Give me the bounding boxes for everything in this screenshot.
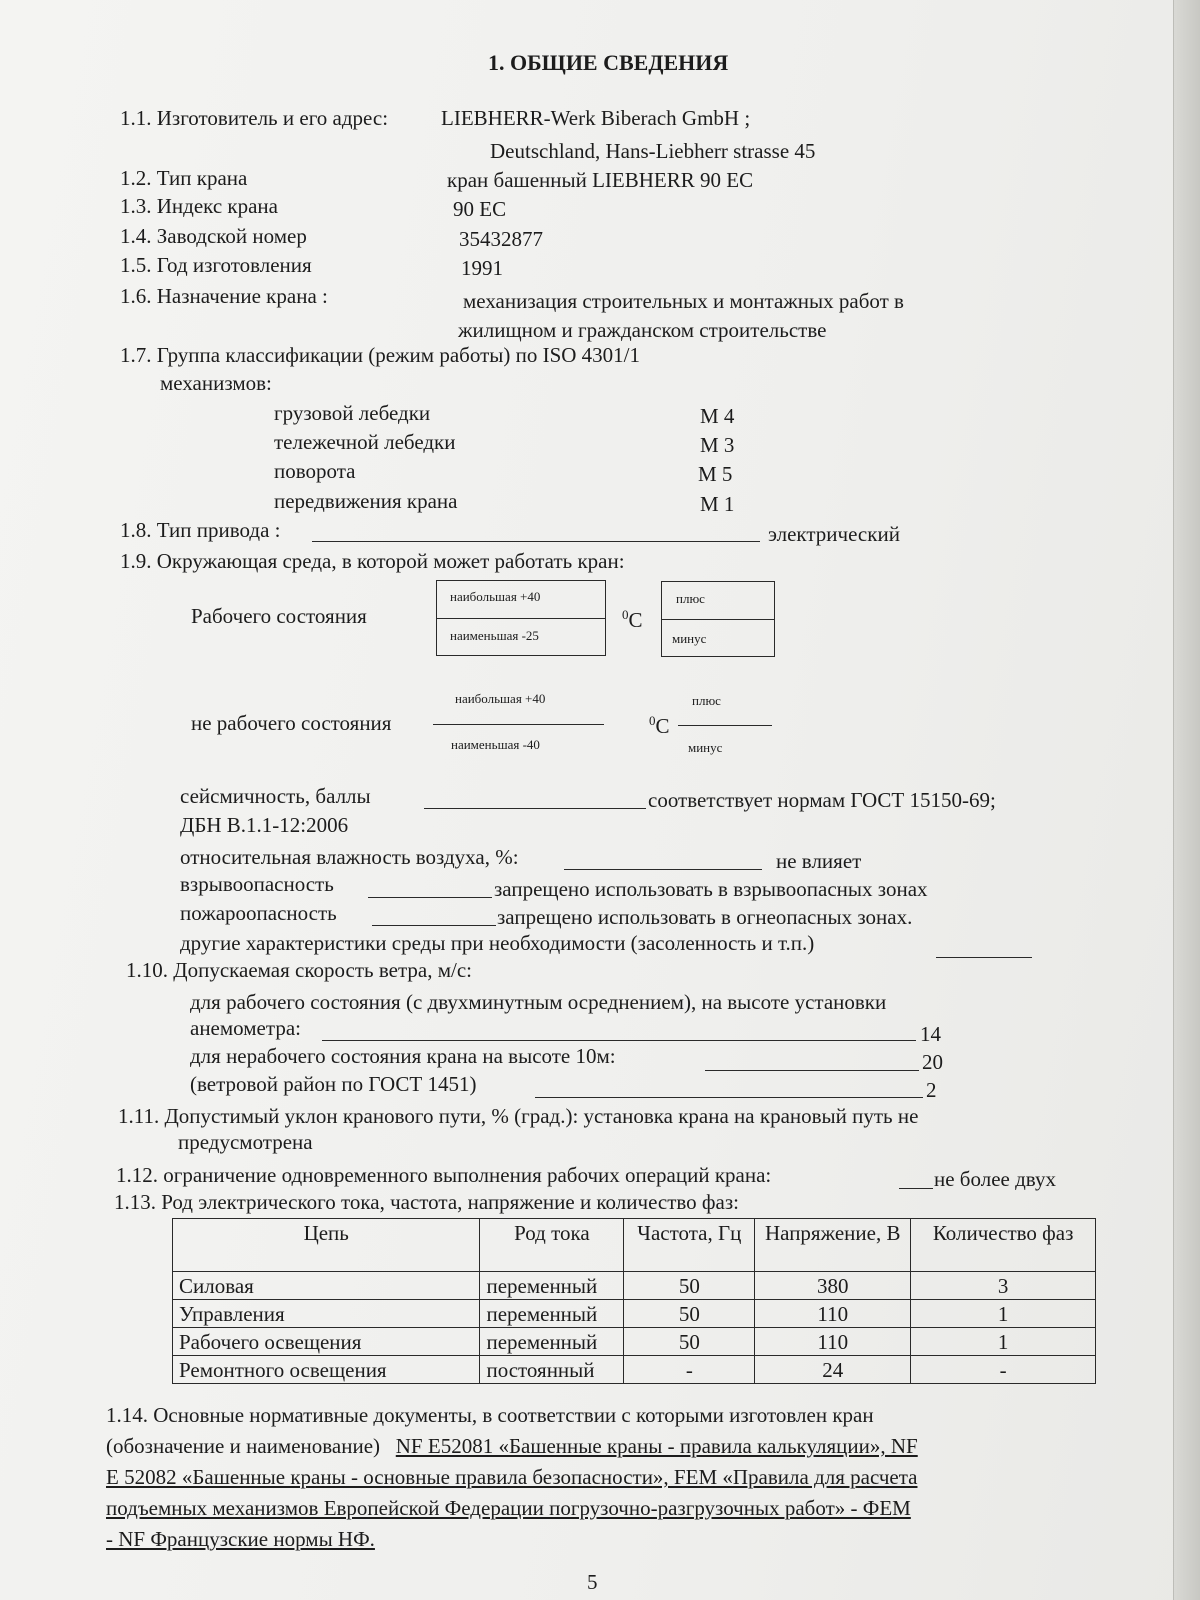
s1-2-label: 1.2. Тип крана xyxy=(120,166,248,190)
working-minus: минус xyxy=(672,631,707,646)
working-max-temp: наибольшая +40 xyxy=(450,589,541,604)
wind-work-line2: анемометра: xyxy=(190,1016,301,1040)
explosion-value: запрещено использовать в взрывоопасных зонах xyxy=(494,877,928,901)
table-cell: 110 xyxy=(755,1328,911,1356)
nonworking-minus: минус xyxy=(688,740,723,755)
s1-6-value2: жилищном и гражданском строительстве xyxy=(458,318,827,342)
table-cell: переменный xyxy=(480,1272,624,1300)
wind-work-line1: для рабочего состояния (с двухминутным осреднением), на высоте установки xyxy=(190,990,887,1014)
wind-region-value: 2 xyxy=(926,1078,937,1102)
s1-9-label: 1.9. Окружающая среда, в которой может работать кран: xyxy=(120,549,625,573)
table-cell: 1 xyxy=(911,1328,1096,1356)
s1-11-line2: предусмотрена xyxy=(178,1130,313,1154)
s1-7-sub: механизмов: xyxy=(160,371,272,395)
s1-13-label: 1.13. Род электрического тока, частота, напряжение и количество фаз: xyxy=(114,1190,739,1214)
nonworking-state-label: не рабочего состояния xyxy=(191,711,392,735)
wind-nonwork-label: для нерабочего состояния крана на высоте 10м: xyxy=(190,1044,616,1068)
working-min-temp: наименьшая -25 xyxy=(450,628,539,643)
fill-line xyxy=(535,1097,923,1098)
table-header-row xyxy=(173,1219,1096,1272)
s1-8-value: электрический xyxy=(768,522,900,546)
table-header: Цепь xyxy=(173,1219,480,1272)
seismic-label: сейсмичность, баллы xyxy=(180,784,371,808)
fill-line xyxy=(368,897,492,898)
nonworking-temp-line xyxy=(433,724,604,725)
table-cell: постоянный xyxy=(480,1356,624,1384)
page-number: 5 xyxy=(587,1570,598,1594)
s1-2-value: кран башенный LIEBHERR 90 EC xyxy=(447,168,754,192)
fire-label: пожароопасность xyxy=(180,901,337,925)
s1-12-label: 1.12. ограничение одновременного выполнения рабочих операций крана: xyxy=(116,1163,772,1187)
page-edge xyxy=(1173,0,1200,1600)
other-label: другие характеристики среды при необходимости (засоленность и т.п.) xyxy=(180,931,815,955)
wind-work-value: 14 xyxy=(920,1022,941,1046)
mechanism-group: М 3 xyxy=(700,433,735,457)
table-header: Частота, Гц xyxy=(624,1219,755,1272)
nonworking-sign-line xyxy=(678,725,772,726)
table-row xyxy=(173,1300,1096,1328)
s1-6-value1: механизация строительных и монтажных работ в xyxy=(463,289,904,313)
mechanism-name: тележечной лебедки xyxy=(274,430,456,454)
s1-6-label: 1.6. Назначение крана : xyxy=(120,284,328,308)
s1-14-line1: 1.14. Основные нормативные документы, в соответствии с которыми изготовлен кран xyxy=(106,1403,874,1427)
s1-1-value2: Deutschland, Hans-Liebherr strasse 45 xyxy=(490,139,816,163)
s1-5-value: 1991 xyxy=(461,256,503,280)
working-plus: плюс xyxy=(676,591,705,606)
table-row xyxy=(173,1356,1096,1384)
nonworking-max-temp: наибольшая +40 xyxy=(455,691,546,706)
fill-line xyxy=(705,1070,919,1071)
s1-5-label: 1.5. Год изготовления xyxy=(120,253,312,277)
table-cell: 24 xyxy=(755,1356,911,1384)
humidity-value: не влияет xyxy=(776,849,862,873)
table-cell: - xyxy=(624,1356,755,1384)
fill-line xyxy=(372,925,496,926)
nonworking-min-temp: наименьшая -40 xyxy=(451,737,540,752)
table-cell: 3 xyxy=(911,1272,1096,1300)
mechanism-group: М 4 xyxy=(700,404,735,428)
table-cell: переменный xyxy=(480,1328,624,1356)
s1-12-value: не более двух xyxy=(934,1167,1056,1191)
fill-line xyxy=(936,957,1032,958)
table-header: Род тока xyxy=(480,1219,624,1272)
table-cell: 50 xyxy=(624,1328,755,1356)
s1-3-label: 1.3. Индекс крана xyxy=(120,194,278,218)
table-cell: 1 xyxy=(911,1300,1096,1328)
seismic-value2: ДБН В.1.1-12:2006 xyxy=(180,813,349,837)
table-cell: - xyxy=(911,1356,1096,1384)
table-cell: 50 xyxy=(624,1300,755,1328)
fill-line xyxy=(424,808,646,809)
wind-region-label: (ветровой район по ГОСТ 1451) xyxy=(190,1072,477,1096)
s1-1-label: 1.1. Изготовитель и его адрес: xyxy=(120,106,389,130)
mechanism-group: М 5 xyxy=(698,462,733,486)
table-row xyxy=(173,1328,1096,1356)
section-title: 1. ОБЩИЕ СВЕДЕНИЯ xyxy=(488,50,729,75)
humidity-label: относительная влажность воздуха, %: xyxy=(180,845,519,869)
fill-line xyxy=(312,541,760,542)
s1-14-line2: (обозначение и наименование) NF E52081 «Башенные краны - правила калькуляции», NF xyxy=(106,1434,918,1458)
s1-14-line4: подъемных механизмов Европейской Федерации погрузочно-разгрузочных работ» - ФЕМ xyxy=(106,1496,911,1520)
table-cell: 110 xyxy=(755,1300,911,1328)
fill-line xyxy=(322,1040,916,1041)
table-cell: переменный xyxy=(480,1300,624,1328)
current-table xyxy=(172,1218,1096,1384)
explosion-label: взрывоопасность xyxy=(180,872,334,896)
seismic-value: соответствует нормам ГОСТ 15150-69; xyxy=(648,788,996,812)
s1-14-line5: - NF Французские нормы НФ. xyxy=(106,1527,375,1551)
s1-7-label: 1.7. Группа классификации (режим работы) по ISO 4301/1 xyxy=(120,343,641,367)
nonworking-plus: плюс xyxy=(692,693,721,708)
table-header: Количество фаз xyxy=(911,1219,1096,1272)
wind-nonwork-value: 20 xyxy=(922,1050,943,1074)
s1-8-label: 1.8. Тип привода : xyxy=(120,518,281,542)
s1-4-label: 1.4. Заводской номер xyxy=(120,224,307,248)
s1-4-value: 35432877 xyxy=(459,227,543,251)
s1-1-value1: LIEBHERR-Werk Biberach GmbH ; xyxy=(441,106,751,130)
table-header: Напряжение, В xyxy=(755,1219,911,1272)
fill-line xyxy=(899,1188,933,1189)
table-cell: Силовая xyxy=(173,1272,480,1300)
working-state-label: Рабочего состояния xyxy=(191,604,367,628)
working-unit: $^0$C xyxy=(622,607,643,632)
mechanism-name: передвижения крана xyxy=(274,489,458,513)
table-cell: 50 xyxy=(624,1272,755,1300)
table-cell: 380 xyxy=(755,1272,911,1300)
table-cell: Управления xyxy=(173,1300,480,1328)
nonworking-unit: $^0$C xyxy=(649,713,670,738)
s1-3-value: 90 EC xyxy=(453,197,507,221)
table-row xyxy=(173,1272,1096,1300)
fill-line xyxy=(564,869,762,870)
table-cell: Ремонтного освещения xyxy=(173,1356,480,1384)
table-cell: Рабочего освещения xyxy=(173,1328,480,1356)
mechanism-group: М 1 xyxy=(700,492,735,516)
s1-11-line1: 1.11. Допустимый уклон кранового пути, % (град.): установка крана на крановый путь не xyxy=(118,1104,919,1128)
mechanism-name: поворота xyxy=(274,459,356,483)
s1-10-label: 1.10. Допускаемая скорость ветра, м/с: xyxy=(126,958,472,982)
mechanism-name: грузовой лебедки xyxy=(274,401,431,425)
s1-14-line3: E 52082 «Башенные краны - основные правила безопасности», FEM «Правила для расчета xyxy=(106,1465,918,1489)
fire-value: запрещено использовать в огнеопасных зонах. xyxy=(497,905,913,929)
